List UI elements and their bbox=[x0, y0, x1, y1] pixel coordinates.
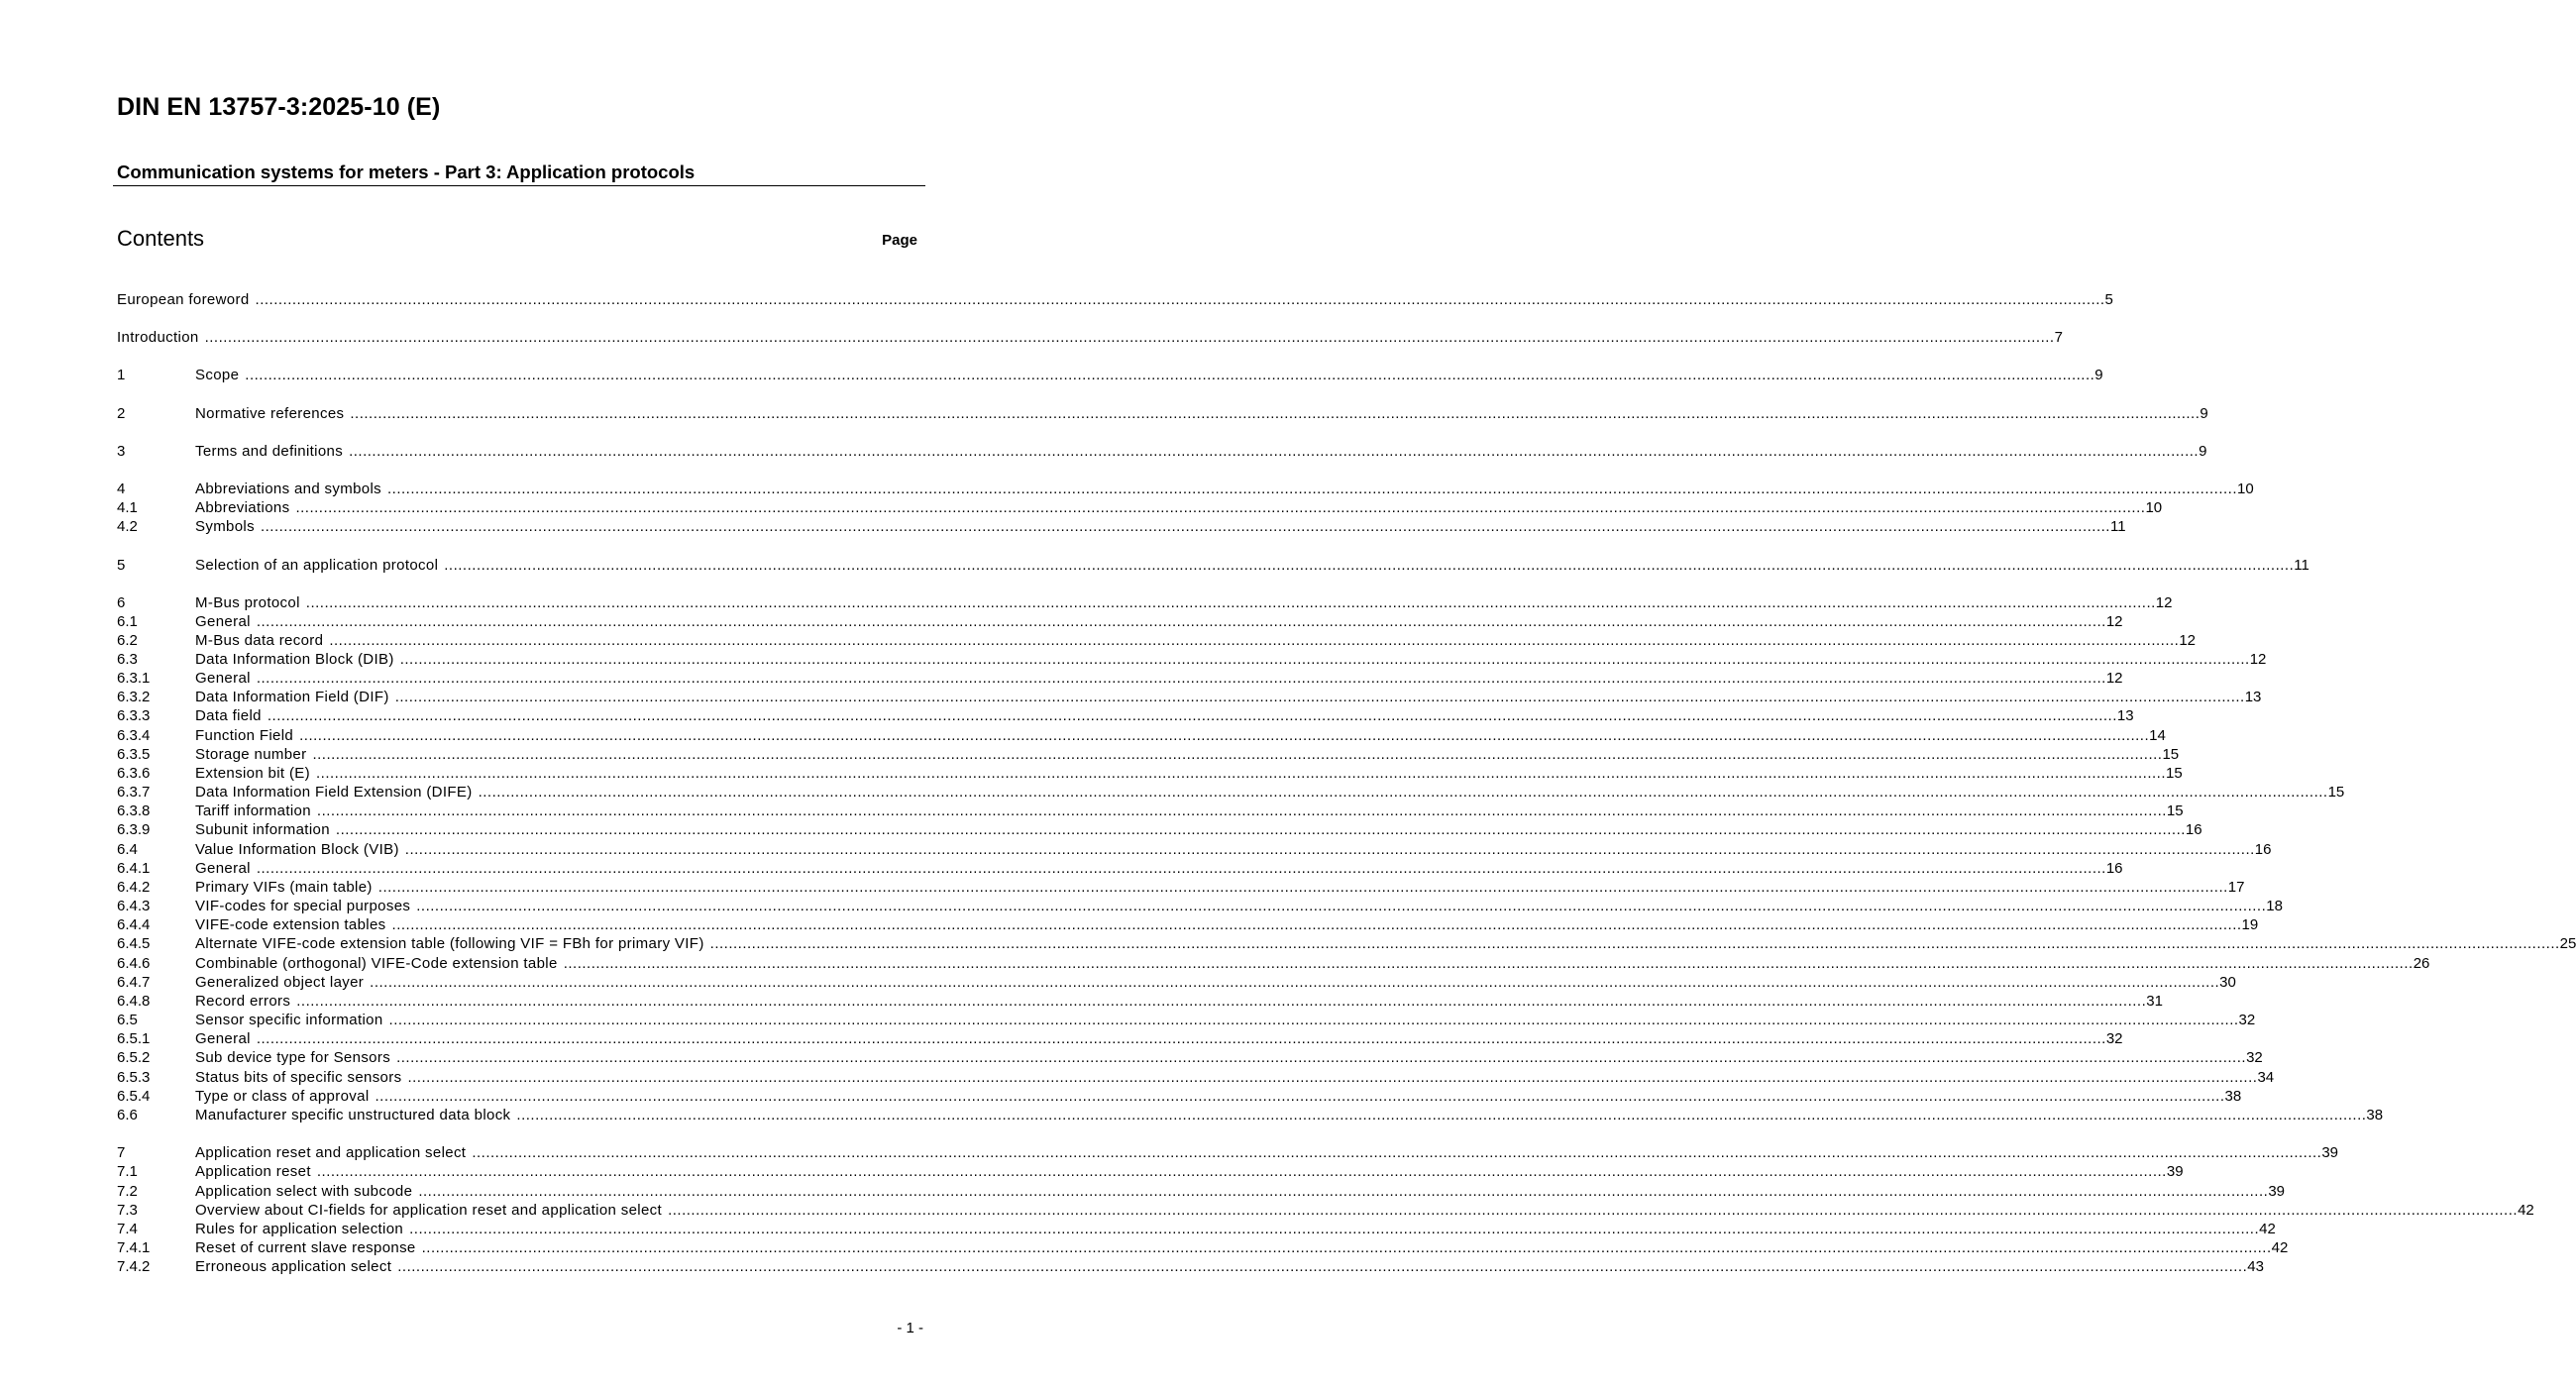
toc-entry-number: 6.5.3 bbox=[117, 1069, 151, 1086]
toc-entry[interactable] bbox=[0, 1048, 2263, 1067]
toc-entry-title: Application reset and application select bbox=[195, 1144, 467, 1161]
toc-entry-title: M-Bus protocol bbox=[195, 594, 300, 611]
toc-entry-number: 6.3.8 bbox=[117, 802, 151, 819]
toc-entry-title: Extension bit (E) bbox=[195, 765, 310, 782]
toc-entry-page: 11 bbox=[2294, 557, 2309, 574]
toc-entry-page: 42 bbox=[2271, 1239, 2289, 1256]
toc-entry-title: Subunit information bbox=[195, 821, 330, 838]
toc-entry-title: Sub device type for Sensors bbox=[195, 1049, 391, 1066]
toc-entry[interactable] bbox=[0, 631, 2197, 650]
toc-entry-number: 6.3.3 bbox=[117, 707, 151, 724]
toc-entry[interactable] bbox=[0, 897, 2283, 915]
toc-entry-number: 6.4.2 bbox=[117, 879, 151, 896]
toc-entry-title: Value Information Block (VIB) bbox=[195, 841, 399, 858]
toc-entry-number: 7.4.2 bbox=[117, 1258, 151, 1275]
toc-entry-title: M-Bus data record bbox=[195, 632, 324, 649]
toc-dot-leader: ................................................................................................................................................................................................................................................................................................................................................................................................................ bbox=[370, 974, 2220, 991]
toc-entry-number: 4.2 bbox=[117, 518, 138, 535]
toc-entry[interactable] bbox=[0, 1201, 2534, 1220]
toc-entry-page: 31 bbox=[2146, 993, 2163, 1010]
toc-entry-number: 6.3.4 bbox=[117, 727, 151, 744]
toc-entry-page: 9 bbox=[2094, 367, 2103, 383]
page-column-label: Page bbox=[882, 232, 917, 249]
toc-entry[interactable] bbox=[0, 1220, 2276, 1238]
toc-dot-leader: ................................................................................................................................................................................................................................................................................................................................................................................................................ bbox=[316, 765, 2166, 782]
toc-entry[interactable] bbox=[0, 650, 2267, 669]
toc-entry-page: 30 bbox=[2219, 974, 2236, 991]
toc-entry-number: 6.5.1 bbox=[117, 1030, 151, 1047]
toc-entry-number: 4.1 bbox=[117, 499, 138, 516]
toc-dot-leader: ................................................................................................................................................................................................................................................................................................................................................................................................................ bbox=[388, 1012, 2239, 1028]
toc-entry-page: 25 bbox=[2559, 935, 2576, 952]
toc-entry-page: 38 bbox=[2366, 1107, 2384, 1123]
toc-entry[interactable] bbox=[0, 783, 2345, 802]
toc-dot-leader: ................................................................................................................................................................................................................................................................................................................................................................................................................ bbox=[397, 1258, 2248, 1275]
toc-entry-number: 6.4 bbox=[117, 841, 138, 858]
toc-entry-number: 7 bbox=[117, 1144, 126, 1161]
toc-entry-page: 12 bbox=[2105, 670, 2123, 687]
toc-dot-leader: ................................................................................................................................................................................................................................................................................................................................................................................................................ bbox=[349, 443, 2200, 460]
toc-entry-title: Primary VIFs (main table) bbox=[195, 879, 373, 896]
toc-entry-number: 6.5.2 bbox=[117, 1049, 151, 1066]
toc-entry-page: 38 bbox=[2224, 1088, 2242, 1105]
toc-entry-number: 7.2 bbox=[117, 1183, 138, 1200]
toc-entry[interactable] bbox=[0, 973, 2236, 992]
toc-entry-title: Data Information Field (DIF) bbox=[195, 689, 389, 705]
toc-entry[interactable] bbox=[0, 859, 2123, 878]
toc-entry-page: 15 bbox=[2166, 765, 2183, 782]
toc-entry-page: 12 bbox=[2155, 594, 2173, 611]
toc-entry-number: 6.4.3 bbox=[117, 898, 151, 914]
toc-dot-leader: ................................................................................................................................................................................................................................................................................................................................................................................................................ bbox=[260, 518, 2110, 535]
toc-entry[interactable] bbox=[0, 934, 2576, 953]
toc-dot-leader: ................................................................................................................................................................................................................................................................................................................................................................................................................ bbox=[245, 367, 2095, 383]
toc-entry[interactable] bbox=[0, 328, 2063, 347]
toc-entry-page: 14 bbox=[2149, 727, 2166, 744]
toc-entry-page: 18 bbox=[2266, 898, 2283, 914]
toc-entry-page: 17 bbox=[2227, 879, 2245, 896]
toc-entry[interactable] bbox=[0, 1257, 2264, 1276]
toc-dot-leader: ................................................................................................................................................................................................................................................................................................................................................................................................................ bbox=[394, 689, 2245, 705]
toc-entry-page: 43 bbox=[2247, 1258, 2264, 1275]
toc-entry[interactable] bbox=[0, 1182, 2285, 1201]
toc-entry[interactable] bbox=[0, 706, 2134, 725]
toc-entry[interactable] bbox=[0, 1087, 2242, 1106]
toc-entry-title: Symbols bbox=[195, 518, 255, 535]
contents-heading: Contents bbox=[117, 226, 205, 251]
toc-entry-title: Abbreviations bbox=[195, 499, 290, 516]
page-number: - 1 - bbox=[897, 1320, 923, 1337]
toc-dot-leader: ................................................................................................................................................................................................................................................................................................................................................................................................................ bbox=[350, 405, 2200, 422]
toc-dot-leader: ................................................................................................................................................................................................................................................................................................................................................................................................................ bbox=[444, 557, 2295, 574]
toc-dot-leader: ................................................................................................................................................................................................................................................................................................................................................................................................................ bbox=[305, 594, 2156, 611]
toc-dot-leader: ................................................................................................................................................................................................................................................................................................................................................................................................................ bbox=[421, 1239, 2272, 1256]
toc-entry-number: 3 bbox=[117, 443, 126, 460]
toc-entry-title: Normative references bbox=[195, 405, 345, 422]
toc-entry-page: 10 bbox=[2145, 499, 2163, 516]
toc-entry-number: 7.1 bbox=[117, 1163, 138, 1180]
toc-entry-title: General bbox=[195, 613, 251, 630]
toc-entry-title: Data Information Field Extension (DIFE) bbox=[195, 784, 473, 801]
toc-entry-page: 42 bbox=[2518, 1202, 2534, 1219]
toc-entry-title: Sensor specific information bbox=[195, 1012, 383, 1028]
toc-entry[interactable] bbox=[0, 290, 2113, 309]
toc-dot-leader: ................................................................................................................................................................................................................................................................................................................................................................................................................ bbox=[709, 935, 2560, 952]
toc-dot-leader: ................................................................................................................................................................................................................................................................................................................................................................................................................ bbox=[404, 841, 2255, 858]
toc-entry-title: Erroneous application select bbox=[195, 1258, 392, 1275]
toc-entry[interactable] bbox=[0, 1162, 2184, 1181]
toc-entry[interactable] bbox=[0, 1029, 2123, 1048]
toc-entry-number: 7.4 bbox=[117, 1221, 138, 1237]
document-title: DIN EN 13757-3:2025-10 (E) bbox=[117, 93, 441, 121]
toc-entry-title: General bbox=[195, 670, 251, 687]
toc-entry-page: 39 bbox=[2268, 1183, 2285, 1200]
toc-entry-page: 26 bbox=[2413, 955, 2430, 972]
toc-entry[interactable] bbox=[0, 1106, 2384, 1124]
toc-entry-page: 15 bbox=[2327, 784, 2345, 801]
toc-entry-page: 12 bbox=[2179, 632, 2197, 649]
toc-entry-title: General bbox=[195, 1030, 251, 1047]
toc-entry-title: Rules for application selection bbox=[195, 1221, 404, 1237]
toc-entry-number: 6.3.6 bbox=[117, 765, 151, 782]
toc-entry[interactable] bbox=[0, 1068, 2275, 1087]
toc-entry-page: 32 bbox=[2105, 1030, 2123, 1047]
toc-entry-title: Tariff information bbox=[195, 802, 311, 819]
toc-entry-title: Application reset bbox=[195, 1163, 311, 1180]
toc-dot-leader: ................................................................................................................................................................................................................................................................................................................................................................................................................ bbox=[409, 1221, 2260, 1237]
toc-entry-title: Scope bbox=[195, 367, 240, 383]
toc-entry[interactable] bbox=[0, 1238, 2289, 1257]
toc-entry-page: 9 bbox=[2199, 443, 2207, 460]
toc-entry-number: 7.3 bbox=[117, 1202, 138, 1219]
toc-dot-leader: ................................................................................................................................................................................................................................................................................................................................................................................................................ bbox=[335, 821, 2186, 838]
toc-dot-leader: ................................................................................................................................................................................................................................................................................................................................................................................................................ bbox=[418, 1183, 2269, 1200]
toc-dot-leader: ................................................................................................................................................................................................................................................................................................................................................................................................................ bbox=[516, 1107, 2367, 1123]
toc-dot-leader: ................................................................................................................................................................................................................................................................................................................................................................................................................ bbox=[316, 802, 2167, 819]
toc-entry[interactable] bbox=[0, 688, 2262, 706]
toc-entry[interactable] bbox=[0, 726, 2166, 745]
toc-entry-number: 6.3.1 bbox=[117, 670, 151, 687]
toc-entry-page: 39 bbox=[2321, 1144, 2339, 1161]
toc-entry-title: Data Information Block (DIB) bbox=[195, 651, 394, 668]
toc-entry-title: Record errors bbox=[195, 993, 291, 1010]
toc-entry-title: Generalized object layer bbox=[195, 974, 365, 991]
toc-dot-leader: ................................................................................................................................................................................................................................................................................................................................................................................................................ bbox=[387, 481, 2238, 497]
toc-dot-leader: ................................................................................................................................................................................................................................................................................................................................................................................................................ bbox=[256, 670, 2106, 687]
toc-entry[interactable] bbox=[0, 764, 2183, 783]
toc-entry-number: 6.3.5 bbox=[117, 746, 151, 763]
toc-dot-leader: ................................................................................................................................................................................................................................................................................................................................................................................................................ bbox=[296, 993, 2147, 1010]
toc-dot-leader: ................................................................................................................................................................................................................................................................................................................................................................................................................ bbox=[472, 1144, 2322, 1161]
toc-entry-number: 6 bbox=[117, 594, 126, 611]
toc-entry-number: 2 bbox=[117, 405, 126, 422]
toc-entry-page: 9 bbox=[2200, 405, 2208, 422]
toc-entry[interactable] bbox=[0, 366, 2103, 384]
toc-entry-page: 10 bbox=[2237, 481, 2254, 497]
toc-entry-title: General bbox=[195, 860, 251, 877]
toc-dot-leader: ................................................................................................................................................................................................................................................................................................................................................................................................................ bbox=[256, 613, 2106, 630]
toc-entry-title: Status bits of specific sensors bbox=[195, 1069, 402, 1086]
toc-dot-leader: ................................................................................................................................................................................................................................................................................................................................................................................................................ bbox=[256, 1030, 2106, 1047]
toc-entry-page: 13 bbox=[2244, 689, 2262, 705]
toc-entry-number: 6.3.9 bbox=[117, 821, 151, 838]
toc-entry-page: 11 bbox=[2109, 518, 2126, 535]
toc-entry[interactable] bbox=[0, 612, 2123, 631]
toc-dot-leader: ................................................................................................................................................................................................................................................................................................................................................................................................................ bbox=[295, 499, 2146, 516]
toc-entry-page: 15 bbox=[2166, 802, 2184, 819]
toc-entry[interactable] bbox=[0, 1143, 2339, 1162]
toc-entry-page: 32 bbox=[2246, 1049, 2263, 1066]
toc-entry-page: 16 bbox=[2254, 841, 2272, 858]
toc-entry-title: Selection of an application protocol bbox=[195, 557, 439, 574]
toc-dot-leader: ................................................................................................................................................................................................................................................................................................................................................................................................................ bbox=[204, 329, 2055, 346]
toc-entry-page: 12 bbox=[2105, 613, 2123, 630]
toc-dot-leader: ................................................................................................................................................................................................................................................................................................................................................................................................................ bbox=[407, 1069, 2258, 1086]
toc-entry[interactable] bbox=[0, 745, 2180, 764]
toc-entry[interactable] bbox=[0, 1011, 2256, 1029]
toc-entry[interactable] bbox=[0, 840, 2272, 859]
toc-entry-title: Application select with subcode bbox=[195, 1183, 413, 1200]
toc-entry-number: 6.4.8 bbox=[117, 993, 151, 1010]
toc-entry[interactable] bbox=[0, 820, 2202, 839]
toc-dot-leader: ................................................................................................................................................................................................................................................................................................................................................................................................................ bbox=[563, 955, 2414, 972]
toc-entry-number: 5 bbox=[117, 557, 126, 574]
toc-entry-page: 39 bbox=[2166, 1163, 2184, 1180]
toc-entry-number: 4 bbox=[117, 481, 126, 497]
toc-entry[interactable] bbox=[0, 517, 2126, 536]
toc-entry-number: 6.5.4 bbox=[117, 1088, 151, 1105]
toc-entry-title: Abbreviations and symbols bbox=[195, 481, 382, 497]
toc-entry[interactable] bbox=[0, 404, 2208, 423]
toc-entry-title: Data field bbox=[195, 707, 262, 724]
toc-entry[interactable] bbox=[0, 480, 2254, 498]
toc-dot-leader: ................................................................................................................................................................................................................................................................................................................................................................................................................ bbox=[478, 784, 2328, 801]
toc-entry[interactable] bbox=[0, 802, 2184, 820]
toc-entry-number: 6.3 bbox=[117, 651, 138, 668]
toc-dot-leader: ................................................................................................................................................................................................................................................................................................................................................................................................................ bbox=[299, 727, 2150, 744]
toc-entry-title: Overview about CI-fields for application reset and application select bbox=[195, 1202, 663, 1219]
toc-dot-leader: ................................................................................................................................................................................................................................................................................................................................................................................................................ bbox=[256, 860, 2106, 877]
toc-entry-page: 15 bbox=[2162, 746, 2180, 763]
toc-entry-page: 16 bbox=[2105, 860, 2123, 877]
toc-entry-page: 7 bbox=[2054, 329, 2063, 346]
toc-entry-page: 16 bbox=[2185, 821, 2202, 838]
toc-entry[interactable] bbox=[0, 954, 2430, 973]
toc-entry[interactable] bbox=[0, 442, 2207, 461]
toc-entry[interactable] bbox=[0, 556, 2309, 575]
toc-entry[interactable] bbox=[0, 498, 2163, 517]
toc-entry-number: 6.4.1 bbox=[117, 860, 151, 877]
toc-entry-number: 6.4.6 bbox=[117, 955, 151, 972]
toc-entry-number: 6.5 bbox=[117, 1012, 138, 1028]
toc-entry-page: 12 bbox=[2249, 651, 2267, 668]
toc-entry-title: Combinable (orthogonal) VIFE-Code extension table bbox=[195, 955, 558, 972]
toc-entry-title: Storage number bbox=[195, 746, 307, 763]
toc-entry-title: Function Field bbox=[195, 727, 294, 744]
toc-entry-number: 6.4.5 bbox=[117, 935, 151, 952]
toc-dot-leader: ................................................................................................................................................................................................................................................................................................................................................................................................................ bbox=[416, 898, 2267, 914]
toc-entry-page: 34 bbox=[2257, 1069, 2275, 1086]
toc-entry-title: Reset of current slave response bbox=[195, 1239, 416, 1256]
toc-entry-page: 19 bbox=[2241, 916, 2259, 933]
toc-entry-number: 6.6 bbox=[117, 1107, 138, 1123]
toc-dot-leader: ................................................................................................................................................................................................................................................................................................................................................................................................................ bbox=[329, 632, 2180, 649]
toc-entry-title: Introduction bbox=[117, 329, 199, 346]
toc-entry-title: Terms and definitions bbox=[195, 443, 344, 460]
toc-entry-number: 6.1 bbox=[117, 613, 138, 630]
toc-entry[interactable] bbox=[0, 593, 2173, 612]
toc-dot-leader: ................................................................................................................................................................................................................................................................................................................................................................................................................ bbox=[377, 879, 2228, 896]
toc-entry-page: 32 bbox=[2238, 1012, 2256, 1028]
toc-entry-number: 6.2 bbox=[117, 632, 138, 649]
toc-entry-number: 6.3.7 bbox=[117, 784, 151, 801]
toc-entry-title: European foreword bbox=[117, 291, 250, 308]
toc-entry-title: VIFE-code extension tables bbox=[195, 916, 386, 933]
toc-entry[interactable] bbox=[0, 992, 2163, 1011]
toc-entry-page: 5 bbox=[2104, 291, 2113, 308]
toc-dot-leader: ................................................................................................................................................................................................................................................................................................................................................................................................................ bbox=[668, 1202, 2519, 1219]
toc-entry-title: Type or class of approval bbox=[195, 1088, 370, 1105]
toc-dot-leader: ................................................................................................................................................................................................................................................................................................................................................................................................................ bbox=[312, 746, 2163, 763]
toc-entry[interactable] bbox=[0, 669, 2123, 688]
toc-entry-number: 6.3.2 bbox=[117, 689, 151, 705]
toc-dot-leader: ................................................................................................................................................................................................................................................................................................................................................................................................................ bbox=[316, 1163, 2167, 1180]
toc-dot-leader: ................................................................................................................................................................................................................................................................................................................................................................................................................ bbox=[375, 1088, 2225, 1105]
toc-dot-leader: ................................................................................................................................................................................................................................................................................................................................................................................................................ bbox=[267, 707, 2117, 724]
toc-entry-title: Manufacturer specific unstructured data block bbox=[195, 1107, 511, 1123]
toc-entry[interactable] bbox=[0, 878, 2245, 897]
toc-entry-number: 6.4.7 bbox=[117, 974, 151, 991]
toc-entry-page: 42 bbox=[2259, 1221, 2276, 1237]
toc-dot-leader: ................................................................................................................................................................................................................................................................................................................................................................................................................ bbox=[396, 1049, 2247, 1066]
toc-entry-title: VIF-codes for special purposes bbox=[195, 898, 411, 914]
toc-dot-leader: ................................................................................................................................................................................................................................................................................................................................................................................................................ bbox=[399, 651, 2250, 668]
toc-entry-number: 6.4.4 bbox=[117, 916, 151, 933]
toc-entry-number: 1 bbox=[117, 367, 126, 383]
toc-entry[interactable] bbox=[0, 915, 2259, 934]
document-subtitle: Communication systems for meters - Part 3: Application protocols bbox=[117, 161, 696, 182]
toc-entry-page: 13 bbox=[2116, 707, 2134, 724]
toc-dot-leader: ................................................................................................................................................................................................................................................................................................................................................................................................................ bbox=[391, 916, 2242, 933]
toc-dot-leader: ................................................................................................................................................................................................................................................................................................................................................................................................................ bbox=[255, 291, 2105, 308]
toc-entry-title: Alternate VIFE-code extension table (following VIF = FBh for primary VIF) bbox=[195, 935, 704, 952]
toc-entry-number: 7.4.1 bbox=[117, 1239, 151, 1256]
